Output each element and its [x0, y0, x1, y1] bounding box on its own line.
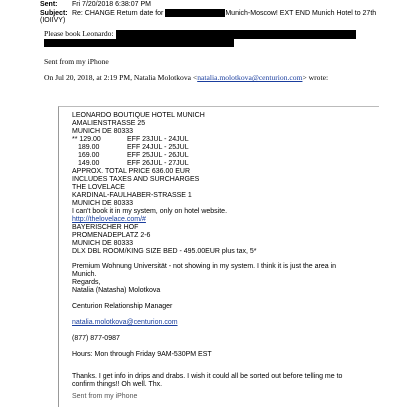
thanks-message: Thanks. I get info in drips and drabs. I wish it could all be sorted out before telling me to confirm things!! Oh well. Thx. [72, 373, 343, 388]
hotel2-street: KARDINAL-FAULHABER-STRASSE 1 [72, 192, 192, 199]
hotel2-name: THE LOVELACE [72, 184, 125, 191]
subject-line2: (IOIIVY) [40, 17, 66, 24]
reply-email-link[interactable]: natalia.molotkova@centurion.com [197, 73, 303, 82]
sent-from-iphone: Sent from my iPhone [44, 57, 109, 66]
redaction-block [44, 39, 234, 47]
hotel3-street: PROMENADEPLATZ 2-6 [72, 232, 151, 239]
hotel3-city: MUNICH DE 80333 [72, 240, 134, 247]
signature-name: Natalia (Natasha) Molotkova [72, 287, 161, 294]
sent-row [40, 1, 151, 9]
redaction-block [116, 30, 356, 39]
signature-email-link[interactable]: natalia.molotkova@centurion.com [72, 319, 178, 326]
rate-row: 189.00 EFF 24JUL - 25JUL [78, 144, 189, 151]
subject-label: Subject: [40, 9, 68, 17]
includes-taxes: INCLUDES TAXES AND SURCHARGES [72, 176, 200, 183]
hotel1-city: MUNICH DE 80333 [72, 128, 134, 135]
signature-hours: Hours: Mon through Friday 9AM-530PM EST [72, 351, 212, 358]
hotel1-name: LEONARDO BOUTIQUE HOTEL MUNICH [72, 112, 205, 119]
greeting: Please book Leonardo: [44, 29, 114, 38]
greeting-row [44, 29, 356, 39]
premium-note: Premium Wohnung Universität - not showing in my system. I think it is just the area in Munich. [72, 263, 337, 278]
regards: Regards, [72, 279, 101, 286]
hotel2-note: I can't book it in my system, only on hotel website. [72, 208, 228, 215]
hotel3-room: DLX DBL ROOM/KING SIZE BED - 495.00EUR plus tax, 5* [72, 248, 257, 255]
rate-row: 169.00 EFF 25JUL - 26JUL [78, 152, 189, 159]
reply-suffix: > wrote: [302, 73, 329, 82]
signature-phone: (877) 877-0987 [72, 335, 120, 342]
reply-prefix: On Jul 20, 2018, at 2:19 PM, Natalia Molotkova < [44, 73, 198, 82]
hotel3-name: BAYERISCHER HOF [72, 224, 139, 231]
approx-total: APPROX. TOTAL PRICE 636.00 EUR [72, 168, 191, 175]
signature-title: Centurion Relationship Manager [72, 303, 173, 310]
subject-suffix: Munich-Moscow! EXT END Munich Hotel to 27th [225, 9, 377, 17]
hotel1-street: AMALIENSTRASSE 25 [72, 120, 146, 127]
sent-from-iphone-cut: Sent from my iPhone [72, 393, 138, 400]
subject-row [40, 9, 376, 18]
sent-value: Fri 7/20/2018 6:38:07 PM [71, 1, 151, 8]
hotel2-website-link[interactable]: http://thelovelace.com/# [72, 216, 146, 223]
rate-row: 149.00 EFF 26JUL - 27JUL [78, 160, 189, 167]
reply-header [44, 73, 328, 82]
rate-row: ** 129.00 EFF 23JUL - 24JUL [72, 136, 189, 143]
hotel2-city: MUNICH DE 80333 [72, 200, 134, 207]
subject-prefix: Re: CHANGE Return date for [71, 9, 164, 17]
sent-label: Sent: [40, 1, 58, 8]
redaction-block [165, 9, 225, 17]
